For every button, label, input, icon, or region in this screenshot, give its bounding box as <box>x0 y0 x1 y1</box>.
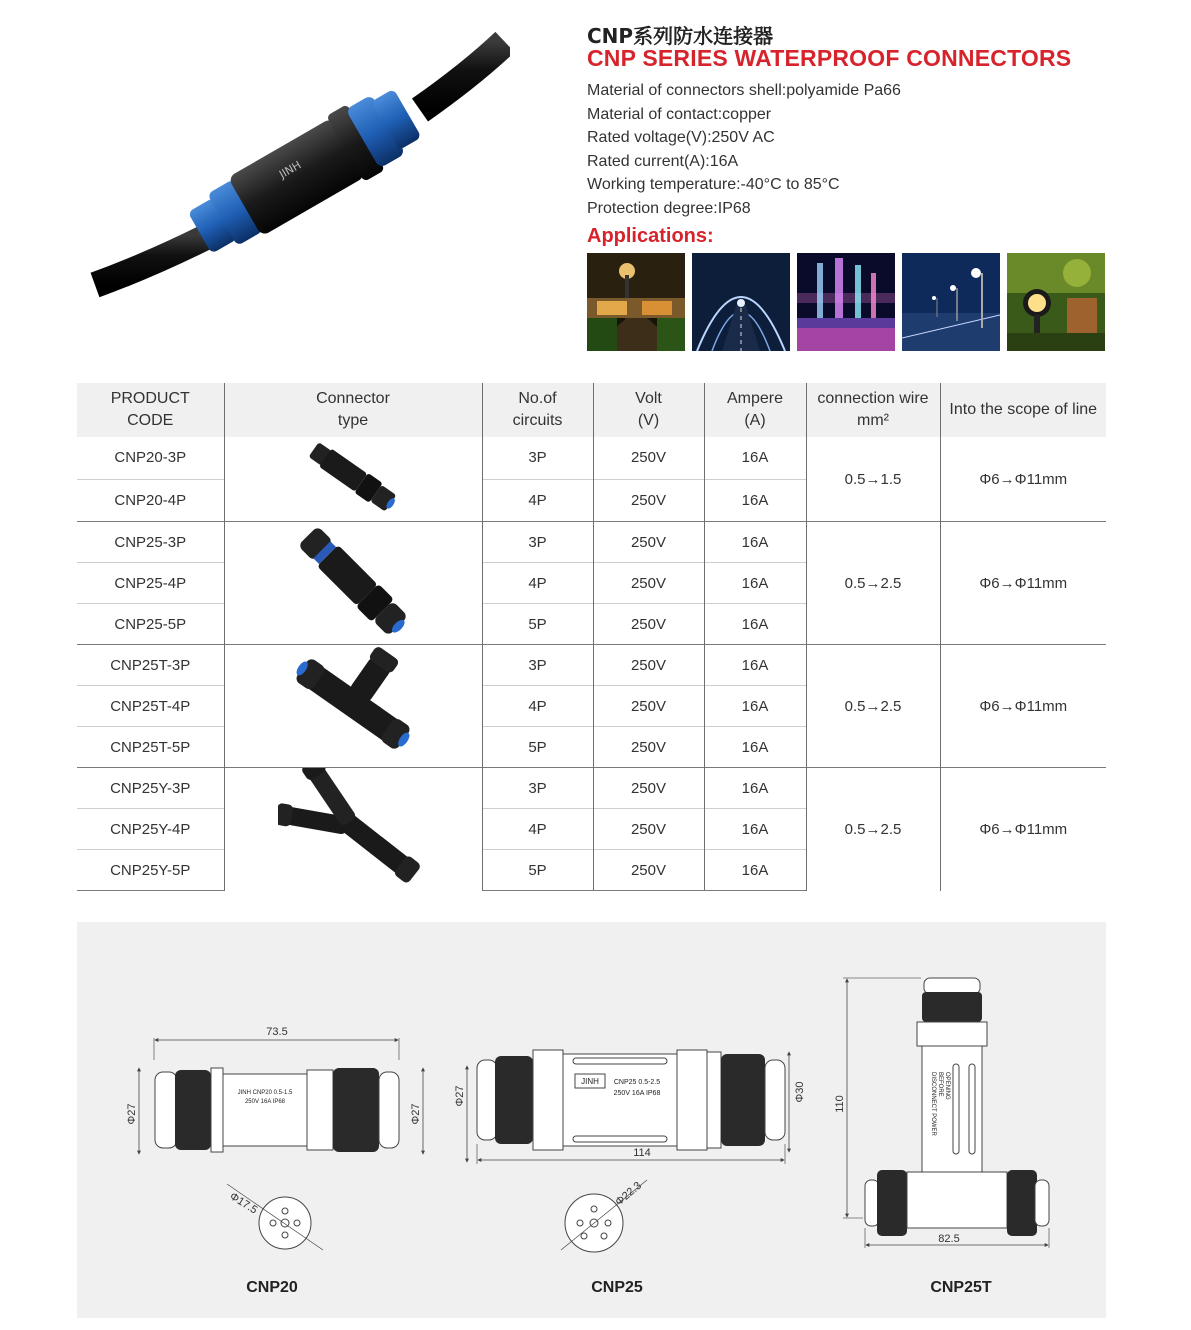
cnp25-length-dim: 114 <box>633 1147 651 1159</box>
cell-connection-wire: 0.5→2.5 <box>806 522 940 645</box>
application-photo-garden-lamp <box>587 253 685 351</box>
cell-product-code: CNP25-4P <box>77 563 224 604</box>
spec-item-current: Rated current(A):16A <box>587 152 739 170</box>
cnp25t-body-text-2: BEFORE <box>937 1072 943 1097</box>
cell-connector-image <box>224 522 482 645</box>
cell-ampere: 16A <box>704 809 806 850</box>
cell-product-code: CNP25T-4P <box>77 686 224 727</box>
header-scope-of-line: Into the scope of line <box>940 383 1106 437</box>
application-photo-street-lights <box>902 253 1000 351</box>
cnp20-length-dim: 73.5 <box>266 1026 288 1038</box>
spec-item-protection: Protection degree:IP68 <box>587 199 751 217</box>
cell-circuits: 5P <box>482 850 593 891</box>
cell-product-code: CNP20-4P <box>77 479 224 521</box>
t-shape-icon <box>283 645 423 763</box>
straight-large-icon <box>283 522 423 640</box>
cell-ampere: 16A <box>704 645 806 686</box>
cell-ampere: 16A <box>704 768 806 809</box>
cell-circuits: 4P <box>482 686 593 727</box>
cell-ampere: 16A <box>704 686 806 727</box>
page-title: CNP SERIES WATERPROOF CONNECTORS <box>587 45 1072 71</box>
spec-item-temperature: Working temperature:-40°C to 85°C <box>587 176 840 194</box>
table-header-row <box>77 383 1106 437</box>
cell-volt: 250V <box>593 686 704 727</box>
cell-circuits: 3P <box>482 645 593 686</box>
drawing-cnp25 <box>454 1050 806 1252</box>
drawing-cnp25t <box>834 978 1049 1248</box>
cell-scope-of-line: Φ6→Φ11mm <box>940 768 1106 891</box>
table-row <box>77 768 1106 809</box>
spec-item-material-shell: Material of connectors shell:polyamide Pa66 <box>587 82 901 99</box>
cell-scope-of-line: Φ6→Φ11mm <box>940 645 1106 768</box>
cell-volt: 250V <box>593 563 704 604</box>
cell-product-code: CNP25T-3P <box>77 645 224 686</box>
cell-circuits: 3P <box>482 437 593 479</box>
header-product-code: PRODUCT CODE <box>77 383 224 437</box>
cnp25t-body-text-3: OPENING <box>944 1072 950 1100</box>
drawing-label-cnp25t: CNP25T <box>930 1279 992 1296</box>
technical-drawings-panel <box>77 922 1106 1318</box>
table-row <box>77 645 1106 686</box>
header-connection-wire: connection wire mm² <box>806 383 940 437</box>
spec-item-voltage: Rated voltage(V):250V AC <box>587 129 775 147</box>
table-row <box>77 437 1106 479</box>
cell-volt: 250V <box>593 768 704 809</box>
header-circuits: No.of circuits <box>482 383 593 437</box>
cnp25-right-dia: Φ30 <box>794 1081 806 1103</box>
cell-product-code: CNP25-5P <box>77 604 224 645</box>
cell-connector-image <box>224 437 482 522</box>
cnp25t-body-text-1: DISCONNECT POWER <box>930 1072 936 1136</box>
cell-ampere: 16A <box>704 604 806 645</box>
cell-volt: 250V <box>593 479 704 521</box>
cnp25-left-dia: Φ27 <box>454 1085 466 1107</box>
applications-title: Applications: <box>587 225 714 247</box>
cell-volt: 250V <box>593 727 704 768</box>
cell-connection-wire: 0.5→1.5 <box>806 437 940 522</box>
cell-product-code: CNP25Y-4P <box>77 809 224 850</box>
header-volt: Volt (V) <box>593 383 704 437</box>
cell-connector-image <box>224 645 482 768</box>
hero-product-photo <box>90 30 510 320</box>
cell-circuits: 3P <box>482 768 593 809</box>
cell-connection-wire: 0.5→2.5 <box>806 645 940 768</box>
drawing-label-cnp25: CNP25 <box>591 1279 643 1296</box>
cnp25-body-text-2: 250V 16A IP68 <box>613 1090 661 1097</box>
header-connector-type: Connector type <box>224 383 482 437</box>
cell-volt: 250V <box>593 604 704 645</box>
cell-circuits: 4P <box>482 479 593 521</box>
cell-ampere: 16A <box>704 727 806 768</box>
cell-product-code: CNP25-3P <box>77 522 224 563</box>
cell-product-code: CNP25Y-3P <box>77 768 224 809</box>
cell-circuits: 5P <box>482 727 593 768</box>
cnp20-left-dia: Φ27 <box>126 1103 138 1125</box>
cell-ampere: 16A <box>704 850 806 891</box>
cell-circuits: 3P <box>482 522 593 563</box>
hero-brand-label: JINH <box>277 158 304 182</box>
application-photo-garden-spotlight <box>1007 253 1105 351</box>
product-spec-table <box>77 383 1106 891</box>
cell-volt: 250V <box>593 809 704 850</box>
cnp25-face-dia: Φ22.3 <box>613 1179 645 1209</box>
cell-product-code: CNP25T-5P <box>77 727 224 768</box>
application-photo-tunnel <box>692 253 790 351</box>
cell-scope-of-line: Φ6→Φ11mm <box>940 522 1106 645</box>
cnp20-body-text-1: JINH CNP20 0.5-1.5 <box>237 1090 293 1096</box>
cell-volt: 250V <box>593 645 704 686</box>
cnp20-face-dia: Φ17.5 <box>227 1190 260 1217</box>
cnp20-right-dia: Φ27 <box>410 1103 422 1125</box>
cell-circuits: 4P <box>482 809 593 850</box>
cell-product-code: CNP20-3P <box>114 449 187 467</box>
cell-connector-image <box>224 768 482 891</box>
y-shape-icon <box>278 768 428 886</box>
spec-item-material-contact: Material of contact:copper <box>587 105 772 123</box>
table-row <box>77 522 1106 563</box>
application-photo-fountain <box>797 253 895 351</box>
drawings-svg <box>77 922 1106 1318</box>
cell-product-code: CNP25Y-5P <box>77 850 224 891</box>
straight-small-icon <box>293 437 413 517</box>
cell-ampere: 16A <box>704 479 806 521</box>
cell-volt: 250V <box>593 522 704 563</box>
cell-ampere: 16A <box>704 563 806 604</box>
drawing-cnp20 <box>126 1026 423 1250</box>
cnp25t-height-dim: 110 <box>834 1095 846 1113</box>
spec-list <box>587 79 901 221</box>
header-ampere: Ampere (A) <box>704 383 806 437</box>
cnp25-body-text-1: CNP25 0.5-2.5 <box>613 1079 661 1086</box>
applications-gallery <box>587 253 1105 351</box>
cell-circuits: 4P <box>482 563 593 604</box>
cnp25t-width-dim: 82.5 <box>938 1233 960 1245</box>
cell-ampere: 16A <box>704 437 806 479</box>
title-chinese: CNP系列防水连接器 <box>587 24 774 48</box>
cell-scope-of-line: Φ6→Φ11mm <box>940 437 1106 522</box>
drawing-label-cnp20: CNP20 <box>246 1279 298 1296</box>
cell-volt: 250V <box>593 850 704 891</box>
cnp25-brand: JINH <box>581 1077 599 1086</box>
cell-ampere: 16A <box>704 522 806 563</box>
cell-connection-wire: 0.5→2.5 <box>806 768 940 891</box>
cnp20-body-text-2: 250V 16A IP68 <box>244 1099 286 1105</box>
cell-volt: 250V <box>593 437 704 479</box>
cell-circuits: 5P <box>482 604 593 645</box>
